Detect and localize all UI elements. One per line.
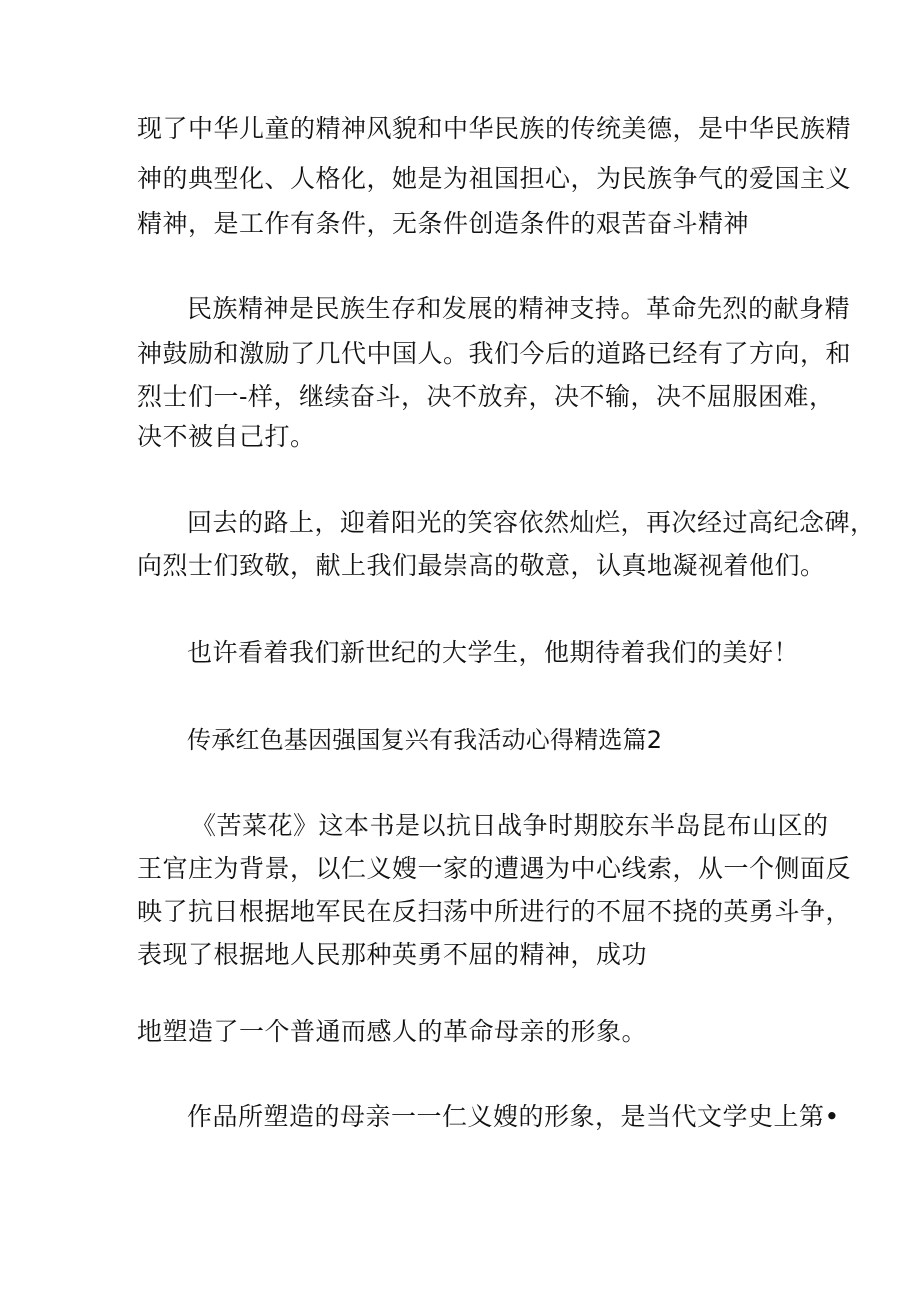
paragraph-line: 现了中华儿童的精神风貌和中华民族的传统美德，是中华民族精	[137, 114, 852, 143]
paragraph-line: 神的典型化、人格化，她是为祖国担心，为民族争气的爱国主义	[137, 164, 852, 193]
paragraph-line: 也许看着我们新世纪的大学生，他期待着我们的美好！	[187, 638, 800, 667]
paragraph-line: 映了抗日根据地军民在反扫荡中所进行的不屈不挠的英勇斗争，	[137, 897, 852, 926]
paragraph-line: 地塑造了一个普通而感人的革命母亲的形象。	[137, 1017, 648, 1046]
paragraph-line: 精神，是工作有条件，无条件创造条件的艰苦奋斗精神	[137, 209, 750, 238]
paragraph-line: 神鼓励和激励了几代中国人。我们今后的道路已经有了方向，和	[137, 339, 852, 368]
paragraph-line: 决不被自己打。	[137, 422, 316, 451]
paragraph-line: 向烈士们致敬，献上我们最崇高的敬意，认真地凝视着他们。	[137, 551, 826, 580]
paragraph-line: 民族精神是民族生存和发展的精神支持。革命先烈的献身精	[187, 294, 851, 323]
paragraph-line: 王官庄为背景，以仁义嫂一家的遭遇为中心线索，从一个侧面反	[137, 854, 852, 883]
paragraph-line: 作品所塑造的母亲一一仁义嫂的形象，是当代文学史上第•	[187, 1102, 840, 1131]
paragraph-line: 回去的路上，迎着阳光的笑容依然灿烂，再次经过高纪念碑，	[187, 508, 876, 537]
paragraph-line: 烈士们一-样，继续奋斗，决不放弃，决不输，决不屈服困难，	[137, 382, 835, 411]
paragraph-line: 《苦菜花》这本书是以抗日战争时期胶东半岛昆布山区的	[191, 811, 829, 840]
paragraph-line: 表现了根据地人民那种英勇不屈的精神，成功	[137, 940, 648, 969]
section-heading: 传承红色基因强国复兴有我活动心得精选篇2	[187, 726, 663, 754]
